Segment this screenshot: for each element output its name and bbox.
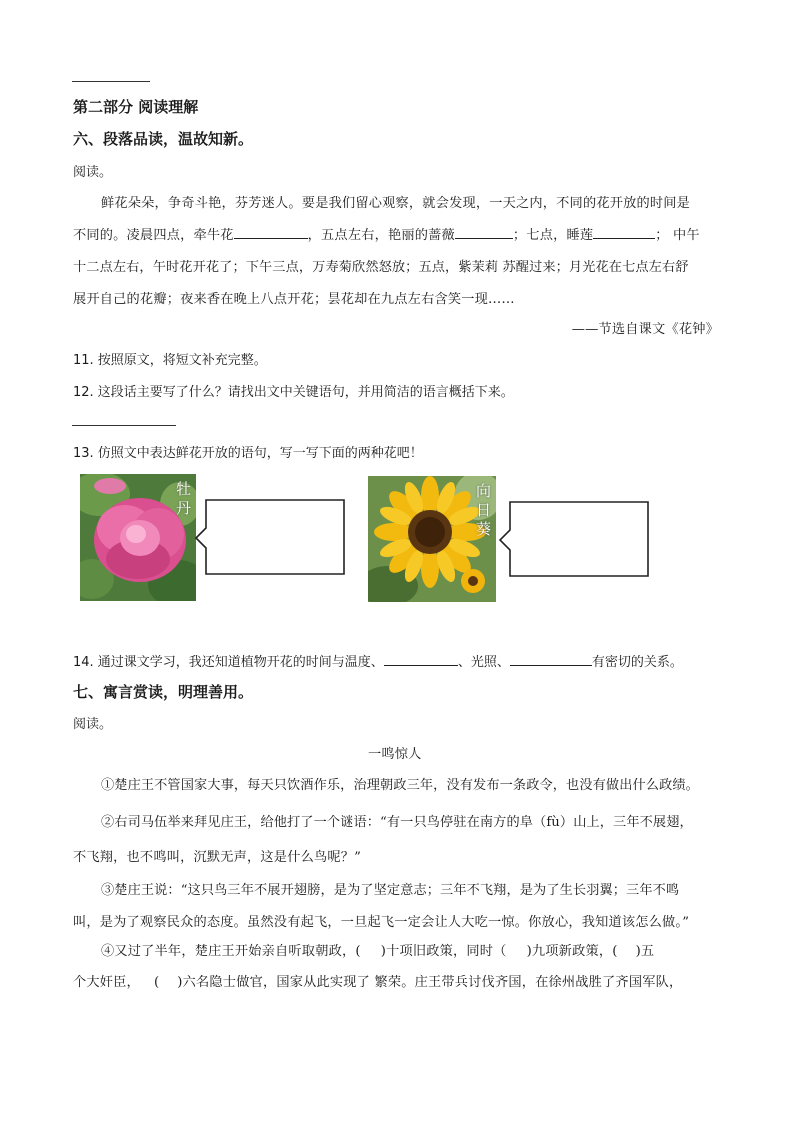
story-para-2-line-1: ②右司马伍举来拜见庄王，给他打了一个谜语：“有一只鸟停驻在南方的阜（fù）山上，三年不展翅， (101, 815, 693, 830)
sunflower-image (368, 476, 496, 602)
question-14-b: 、光照、 (457, 655, 510, 670)
story-para-4-line-2 (73, 971, 682, 990)
question-14-a: 14. 通过课文学习，我还知道植物开花的时间与温度、 (73, 655, 384, 670)
section7-read-label: 阅读。 (73, 717, 113, 732)
answer-blank-morning-glory[interactable] (234, 226, 308, 239)
part-title: 第二部分 阅读理解 (73, 98, 199, 116)
passage-line-2-c: ；七点，睡莲 (512, 228, 594, 243)
passage-line-2-d: ； 中午 (655, 228, 700, 243)
story-para-4-a2: )十项旧政策，同时（ (380, 944, 507, 959)
story-para-4-b1: 个大奸臣， (73, 975, 140, 990)
story-para-3-line-2: 叫，是为了观察民众的态度。虽然没有起飞，一旦起飞一定会让人大吃一惊。你放心，我知道该怎么做。” (73, 915, 690, 930)
top-rule (72, 81, 150, 82)
passage-line-4: 展开自己的花瓣；夜来香在晚上八点开花；昙花却在九点左右含笑一现…… (73, 292, 515, 307)
story-para-4-b3: )六名隐士做官，国家从此实现了 繁荣。庄王带兵讨伐齐国，在徐州战胜了齐国军队， (177, 975, 683, 990)
sunflower-label: 向日葵 (476, 482, 492, 538)
section7-title: 七、寓言赏读，明理善用。 (73, 683, 254, 701)
peony-answer-box[interactable] (194, 496, 350, 580)
question-13: 13. 仿照文中表达鲜花开放的语句，写一写下面的两种花吧！ (73, 446, 423, 461)
story-para-4-a1: ④又过了半年，楚庄王开始亲自听取朝政，( (101, 944, 361, 959)
peony-image (80, 474, 196, 601)
passage-line-2 (73, 224, 700, 243)
story-para-2-line-2: 不飞翔，也不鸣叫，沉默无声，这是什么鸟呢？” (73, 850, 362, 865)
passage-line-3: 十二点左右，午时花开花了；下午三点，万寿菊欣然怒放；五点，紫茉莉 苏醒过来；月光花在七点左右舒 (73, 260, 689, 275)
story-para-4-a4: )五 (635, 944, 655, 959)
section6-title: 六、段落品读，温故知新。 (73, 130, 254, 148)
passage-source: ——节选自课文《花钟》 (571, 322, 719, 337)
answer-blank-rose[interactable] (455, 226, 513, 239)
answer-line-q12[interactable] (72, 425, 176, 426)
passage-line-2-a: 不同的。凌晨四点，牵牛花 (73, 228, 234, 243)
sunflower-answer-box[interactable] (498, 498, 654, 582)
question-14 (73, 651, 683, 670)
story-para-3-line-1: ③楚庄王说：“这只鸟三年不展开翅膀，是为了坚定意志；三年不飞翔，是为了生长羽翼；三年不鸣 (101, 883, 680, 898)
answer-blank-q14-1[interactable] (384, 653, 458, 666)
question-14-c: 有密切的关系。 (591, 655, 683, 670)
story-para-4-line-1 (101, 940, 654, 959)
story-para-1: ①楚庄王不管国家大事，每天只饮酒作乐，治理朝政三年，没有发布一条政令，也没有做出什么政绩。 (101, 778, 699, 793)
answer-blank-water-lily[interactable] (593, 226, 655, 239)
answer-blank-q14-2[interactable] (510, 653, 592, 666)
passage-line-2-b: ，五点左右，艳丽的蔷薇 (307, 228, 455, 243)
question-12: 12. 这段话主要写了什么？请找出文中关键语句，并用简洁的语言概括下来。 (73, 385, 514, 400)
passage-line-1: 鲜花朵朵，争奇斗艳，芬芳迷人。要是我们留心观察，就会发现，一天之内，不同的花开放的时间是 (101, 196, 691, 211)
section6-read-label: 阅读。 (73, 165, 113, 180)
question-11: 11. 按照原文，将短文补充完整。 (73, 353, 267, 368)
story-title: 一鸣惊人 (368, 747, 422, 762)
story-para-4-a3: )九项新政策，( (526, 944, 618, 959)
story-para-4-b2: ( (153, 975, 160, 990)
peony-label: 牡丹 (176, 480, 192, 517)
